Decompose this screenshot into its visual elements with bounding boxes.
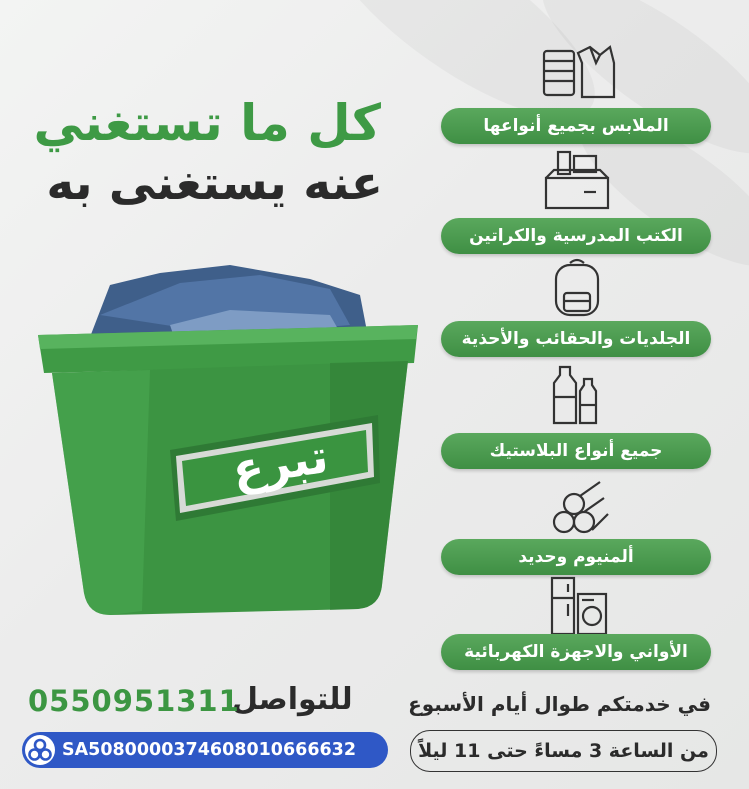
category-pill: جميع أنواع البلاستيك [441, 433, 711, 469]
books-box-icon [538, 150, 616, 210]
backpack-icon [538, 257, 616, 317]
category-plastic [441, 365, 711, 465]
donation-bin [30, 255, 430, 625]
iban-number: SA5080000374608010666632 [62, 740, 357, 760]
category-pill: الكتب المدرسية والكراتين [441, 218, 711, 254]
category-pill: الأواني والاجهزة الكهربائية [441, 634, 711, 670]
category-leather [441, 257, 711, 357]
phone-number[interactable]: 0550951311 [28, 684, 240, 718]
headline-line-1: كل ما تستغني [33, 94, 381, 152]
plastic-bottles-icon [538, 365, 616, 425]
category-pill: الجلديات والحقائب والأحذية [441, 321, 711, 357]
bin-label: تبرع [228, 428, 332, 498]
metal-pipes-icon [538, 476, 616, 536]
category-appliances [441, 576, 711, 676]
headline-line-2: عنه يستغنى به [46, 156, 383, 211]
category-metal [441, 476, 711, 576]
service-days: في خدمتكم طوال أيام الأسبوع [408, 692, 711, 716]
contact-label: للتواصل [232, 682, 353, 717]
appliances-icon [538, 576, 616, 636]
iban-badge[interactable] [22, 732, 388, 768]
category-pill: الملابس بجميع أنواعها [441, 108, 711, 144]
service-hours: من الساعة 3 مساءً حتى 11 ليلاً [410, 730, 717, 772]
clothes-icon [538, 43, 616, 103]
bank-logo-icon [25, 735, 55, 765]
category-clothes [441, 40, 711, 140]
category-books [441, 150, 711, 250]
category-pill: ألمنيوم وحديد [441, 539, 711, 575]
